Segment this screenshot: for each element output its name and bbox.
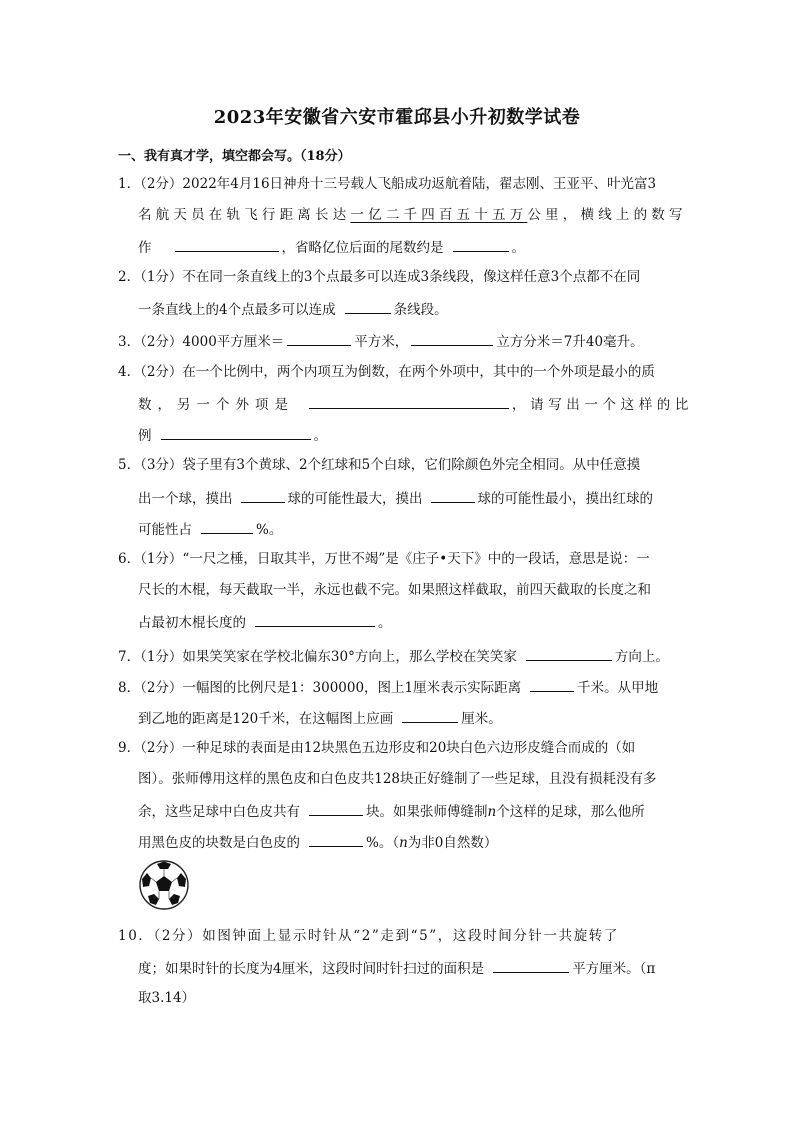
q1-line1: 1．（2分）2022年4月16日神舟十三号载人飞船成功返航着陆，翟志刚、王亚平、叶光富3	[118, 176, 657, 192]
q10-line3: 取3.14）	[138, 990, 196, 1006]
answer-blank[interactable]	[309, 831, 363, 847]
q1-text: 。	[511, 240, 525, 256]
q1-text: 名航天员在轨飞行距离长达	[138, 207, 351, 223]
q10-line1: 10．（2分）如图钟面上显示时针从“2”走到“5”，这段时间分针一共旋转了	[118, 928, 620, 944]
q9-text: 个这样的足球，那么他所	[496, 804, 645, 820]
q1-text: 公里，横线上的数写	[527, 207, 687, 223]
q7-line1	[118, 645, 669, 667]
q4-text: 例	[138, 428, 152, 444]
q9-text: %。（	[366, 835, 400, 851]
q4-text: ，请写出一个这样的比	[512, 397, 693, 413]
q8-line2	[138, 707, 502, 729]
q8-text: 厘米。	[461, 711, 502, 727]
q1-text: 作	[138, 240, 152, 256]
variable-n: n	[399, 835, 408, 851]
q4-text: 数，另一个外项是	[138, 397, 294, 413]
q6-line2: 尺长的木棍，每天截取一半，永远也截不完。如果照这样截取，前四天截取的长度之和	[138, 582, 651, 598]
q5-text: 球的可能性最小，摸出红球的	[477, 491, 653, 507]
q1-underlined-number: 一亿二千四百五十五万	[350, 207, 528, 223]
q4-line2	[138, 393, 693, 415]
exam-title: 2023年安徽省六安市霍邱县小升初数学试卷	[213, 107, 581, 128]
answer-blank[interactable]	[241, 487, 285, 503]
q3-line1	[118, 330, 644, 352]
answer-blank[interactable]	[530, 676, 574, 692]
q8-text: 到乙地的距离是120千米，在这幅图上应画	[138, 711, 394, 727]
section-heading: 一、我有真才学，填空都会写。（18分）	[118, 149, 351, 164]
answer-blank[interactable]	[526, 645, 612, 661]
q3-text: 3．（2分）4000平方厘米＝	[118, 334, 285, 350]
q9-text: 块。如果张师傅缝制	[366, 804, 488, 820]
q9-line4	[138, 831, 497, 853]
q6-text: 。	[378, 615, 392, 631]
q9-line3	[138, 800, 645, 822]
q9-text: 余，这些足球中白色皮共有	[138, 804, 300, 820]
q10-text: 平方厘米。（π	[572, 961, 656, 977]
q10-text: 度；如果时针的长度为4厘米，这段时间时针扫过的面积是	[138, 961, 485, 977]
q1-text: ，省略亿位后面的尾数约是	[281, 240, 444, 256]
q5-text: %。	[256, 522, 283, 538]
q9-line2: 图）。张师傅用这样的黑色皮和白色皮共128块正好缝制了一些足球，且没有损耗没有多	[138, 771, 657, 787]
q2-text: 条线段。	[393, 302, 448, 318]
q8-text: 千米。从甲地	[577, 680, 659, 696]
q5-text: 可能性占	[138, 522, 192, 538]
q9-text: 用黑色皮的块数是白色皮的	[138, 835, 300, 851]
q9-line1: 9．（2分）一种足球的表面是由12块黑色五边形皮和20块白色六边形皮缝合而成的（如	[118, 740, 636, 756]
answer-blank[interactable]	[493, 957, 569, 973]
q4-line3	[138, 424, 327, 446]
q2-line2	[138, 298, 448, 320]
q6-line3	[138, 611, 392, 633]
q5-line1: 5．（3分）袋子里有3个黄球、2个红球和5个白球，它们除颜色外完全相同。从中任意摸	[118, 457, 641, 473]
q10-line2	[138, 957, 655, 979]
variable-n: n	[487, 804, 497, 820]
answer-blank[interactable]	[453, 236, 509, 252]
answer-blank[interactable]	[309, 393, 509, 409]
q5-text: 出一个球，摸出	[138, 491, 233, 507]
q7-text: 7．（1分）如果笑笑家在学校北偏东30°方向上，那么学校在笑笑家	[118, 649, 517, 665]
q5-line3	[138, 518, 282, 540]
q9-text: 为非0自然数）	[407, 835, 498, 851]
answer-blank[interactable]	[255, 611, 375, 627]
answer-blank[interactable]	[431, 487, 475, 503]
q6-text: 占最初木棍长度的	[138, 615, 246, 631]
q3-text: 立方分米＝7升40毫升。	[496, 334, 644, 350]
q4-text: 。	[313, 428, 327, 444]
q3-text: 平方米，	[354, 334, 409, 350]
q1-line3	[138, 236, 525, 258]
answer-blank[interactable]	[411, 330, 493, 346]
answer-blank[interactable]	[175, 236, 279, 252]
q5-text: 球的可能性最大，摸出	[287, 491, 423, 507]
q7-text: 方向上。	[614, 649, 669, 665]
answer-blank[interactable]	[345, 298, 391, 314]
soccer-ball-figure	[138, 859, 190, 911]
q4-line1: 4．（2分）在一个比例中，两个内项互为倒数，在两个外项中，其中的一个外项是最小的质	[118, 364, 655, 380]
q2-line1: 2．（1分）不在同一条直线上的3个点最多可以连成3条线段，像这样任意3个点都不在同	[118, 269, 641, 285]
answer-blank[interactable]	[161, 424, 311, 440]
q2-text: 一条直线上的4个点最多可以连成	[138, 302, 336, 318]
answer-blank[interactable]	[309, 800, 363, 816]
q5-line2	[138, 487, 653, 509]
q8-line1	[118, 676, 658, 698]
answer-blank[interactable]	[402, 707, 458, 723]
q8-text: 8．（2分）一幅图的比例尺是1：300000，图上1厘米表示实际距离	[118, 680, 522, 696]
answer-blank[interactable]	[201, 518, 253, 534]
q6-line1: 6．（1分）“一尺之棰，日取其半，万世不竭”是《庄子•天下》中的一段话，意思是说：一	[118, 551, 650, 567]
answer-blank[interactable]	[287, 330, 351, 346]
q1-line2	[138, 205, 687, 225]
